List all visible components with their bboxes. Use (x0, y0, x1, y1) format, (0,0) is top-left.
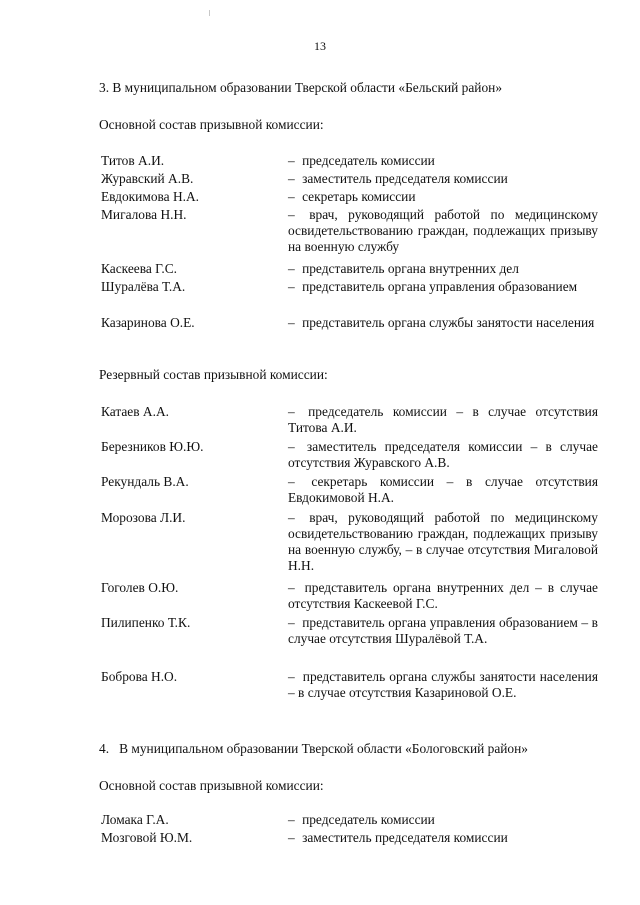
member-name: Пилипенко Т.К. (101, 615, 191, 630)
member-role-text: врач, руководящий работой по медицинскому освидетельствованию граждан, подлежащих призыву на военную службу, – в случае отсутствия Мигаловой Н.Н. (288, 510, 598, 573)
member-role: – представитель органа службы занятости населения (288, 315, 595, 330)
member-role: – секретарь комиссии – в случае отсутствия Евдокимовой Н.А. (288, 474, 598, 505)
member-role: – заместитель председателя комиссии (288, 171, 508, 186)
group-title: Резервный состав призывной комиссии: (99, 367, 328, 382)
member-role-text: председатель комиссии – в случае отсутствия Титова А.И. (288, 404, 598, 435)
member-role-text: представитель органа службы занятости населения – в случае отсутствия Казариновой О.Е. (288, 669, 598, 700)
member-role-text: председатель комиссии (302, 812, 435, 827)
member-role: – заместитель председателя комиссии – в случае отсутствия Журавского А.В. (288, 439, 598, 470)
section-heading: 4. В муниципальном образовании Тверской области «Бологовский район» (99, 741, 528, 756)
member-role: – представитель органа внутренних дел (288, 261, 519, 276)
member-role-text: заместитель председателя комиссии – в случае отсутствия Журавского А.В. (288, 439, 598, 470)
member-role-text: врач, руководящий работой по медицинскому освидетельствованию граждан, подлежащих призыву на военную службу (288, 207, 598, 254)
member-role-text: представитель органа внутренних дел – в случае отсутствия Каскеевой Г.С. (288, 580, 598, 611)
member-role: – председатель комиссии (288, 812, 435, 827)
member-role-text: заместитель председателя комиссии (302, 171, 508, 186)
member-name: Мозговой Ю.М. (101, 830, 193, 845)
member-role-text: секретарь комиссии – в случае отсутствия Евдокимовой Н.А. (288, 474, 598, 505)
member-role: – секретарь комиссии (288, 189, 416, 204)
member-name: Шуралёва Т.А. (101, 279, 186, 294)
member-name: Боброва Н.О. (101, 669, 178, 684)
member-role: – врач, руководящий работой по медицинскому освидетельствованию граждан, подлежащих призыву на военную службу, – в случае отсутствия Мигаловой Н.Н. (288, 510, 598, 573)
member-name: Титов А.И. (101, 153, 165, 168)
member-role-text: заместитель председателя комиссии (302, 830, 508, 845)
group-title: Основной состав призывной комиссии: (99, 778, 324, 793)
member-role: – представитель органа управления образованием – в случае отсутствия Шуралёвой Т.А. (288, 615, 598, 646)
page-number: 13 (314, 39, 326, 53)
member-name: Казаринова О.Е. (101, 315, 195, 330)
member-name: Гоголев О.Ю. (101, 580, 179, 595)
member-role: – заместитель председателя комиссии (288, 830, 508, 845)
member-name: Ломака Г.А. (101, 812, 169, 827)
member-role-text: представитель органа управления образованием (302, 279, 578, 294)
member-name: Мигалова Н.Н. (101, 207, 187, 222)
member-role-text: представитель органа службы занятости населения (302, 315, 595, 330)
member-name: Каскеева Г.С. (101, 261, 177, 276)
member-name: Катаев А.А. (101, 404, 169, 419)
member-role: – врач, руководящий работой по медицинскому освидетельствованию граждан, подлежащих призыву на военную службу (288, 207, 598, 254)
member-role-text: председатель комиссии (302, 153, 435, 168)
member-name: Евдокимова Н.А. (101, 189, 199, 204)
member-name: Березников Ю.Ю. (101, 439, 204, 454)
member-name: Рекундаль В.А. (101, 474, 189, 489)
member-name: Журавский А.В. (101, 171, 194, 186)
scan-mark (209, 10, 210, 16)
member-role-text: представитель органа внутренних дел (302, 261, 519, 276)
member-role: – председатель комиссии (288, 153, 435, 168)
member-name: Морозова Л.И. (101, 510, 186, 525)
member-role: – председатель комиссии – в случае отсутствия Титова А.И. (288, 404, 598, 435)
member-role: – представитель органа внутренних дел – в случае отсутствия Каскеевой Г.С. (288, 580, 598, 611)
group-title: Основной состав призывной комиссии: (99, 117, 324, 132)
member-role-text: секретарь комиссии (302, 189, 416, 204)
section-heading: 3. В муниципальном образовании Тверской области «Бельский район» (99, 80, 503, 95)
member-role-text: представитель органа управления образованием – в случае отсутствия Шуралёвой Т.А. (288, 615, 598, 646)
member-role: – представитель органа службы занятости населения – в случае отсутствия Казариновой О.Е. (288, 669, 598, 700)
member-role: – представитель органа управления образованием (288, 279, 578, 294)
